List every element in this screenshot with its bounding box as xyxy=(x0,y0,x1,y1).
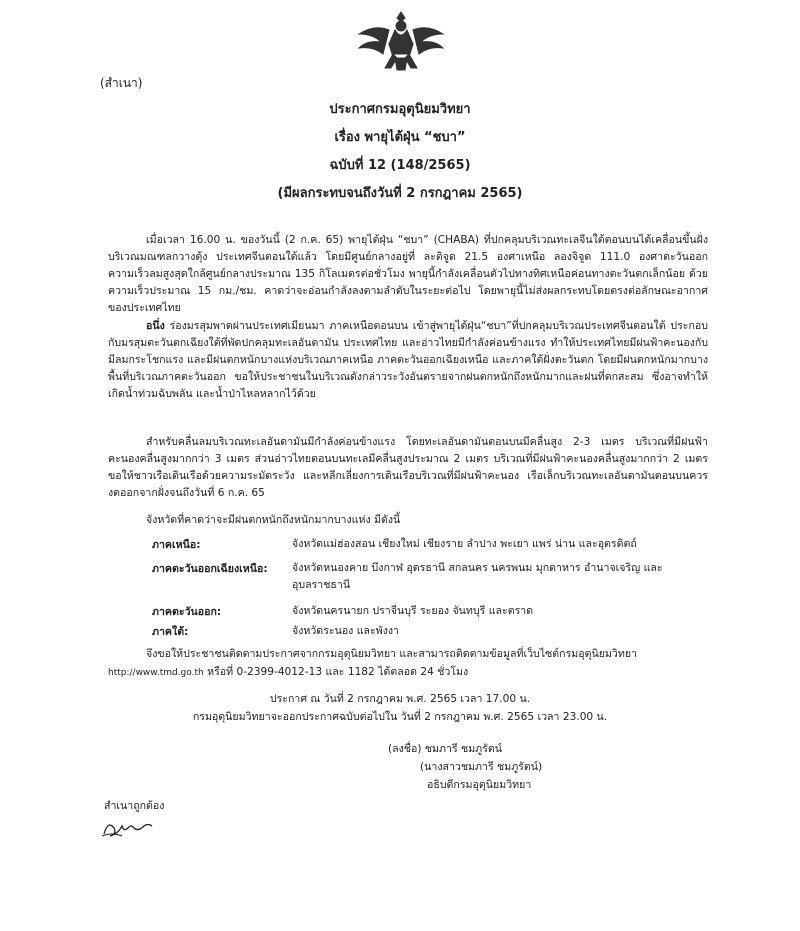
next-announcement: กรมอุตุนิยมวิทยาจะออกประกาศฉบับต่อไปใน วันที่ 2 กรกฎาคม พ.ศ. 2565 เวลา 23.00 น. xyxy=(192,711,608,723)
region-south-provinces: จังหวัดระนอง และพังงา xyxy=(292,625,400,637)
handwritten-signature-icon xyxy=(100,816,170,840)
region-northeast-provinces: จังหวัดหนองคาย บึงกาฬ อุดรธานี สกลนคร นครพนม มุกดาหาร อำนาจเจริญ และอุบลราชธานี xyxy=(292,562,663,591)
region-south-label: ภาคใต้: xyxy=(152,626,189,638)
follow-instructions: จึงขอให้ประชาชนติดตามประกาศจากกรมอุตุนิยมวิทยา และสามารถติดตามข้อมูลที่เว็บไซต์กรมอุตุนิยมวิทยา xyxy=(146,648,638,660)
signed-line: (ลงชื่อ) ชมภารี ชมภูรัตน์ xyxy=(388,743,502,755)
paragraph-monsoon xyxy=(108,318,708,403)
region-east-provinces: จังหวัดนครนายก ปราจีนบุรี ระยอง จันทบุรี และตราด xyxy=(292,605,534,617)
phone-info: หรือที่ 0-2399-4012-13 และ 1182 ได้ตลอด 24 ชั่วโมง xyxy=(203,666,469,678)
region-north-label: ภาคเหนือ: xyxy=(152,539,201,551)
signatory-name: (นางสาวชมภารี ชมภูรัตน์) xyxy=(420,761,543,773)
garuda-emblem-icon xyxy=(355,8,447,78)
region-east-label: ภาคตะวันออก: xyxy=(152,606,222,618)
announcement-issue: ฉบับที่ 12 (148/2565) xyxy=(329,158,471,173)
announcement-title: ประกาศกรมอุตุนิยมวิทยา xyxy=(329,102,471,117)
announcement-effective-date: (มีผลกระทบจนถึงวันที่ 2 กรกฎาคม 2565) xyxy=(277,186,523,201)
paragraph-waves: สำหรับคลื่นลมบริเวณทะเลอันดามันมีกำลังค่อนข้างแรง โดยทะเลอันดามันตอนบนมีคลื่นสูง 2-3 เมตร บริเวณที่มีฝนฟ้าคะนองคลื่นสูงมากกว่า 3 เมตร ส่วนอ่าวไทยตอนบนทะเลมีคลื่นสูงประมาณ 2 เมตร บริเวณที่มีฝนฟ้าคะนองคลื่นสูงมากกว่า 2 เมตร ขอให้ชาวเรือเดินเรือด้วยความระมัดระวัง และหลีกเลี่ยงการเดินเรือบริเวณที่มีฝนฟ้าคะนอง เรือเล็กบริเวณทะเลอันดามันตอนบนควรงดออกจากฝั่งจนถึงวันที่ 6 ก.ค. 65 xyxy=(108,436,708,499)
announced-datetime: ประกาศ ณ วันที่ 2 กรกฎาคม พ.ศ. 2565 เวลา 17.00 น. xyxy=(269,693,531,705)
announcement-subject: เรื่อง พายุไต้ฝุ่น “ชบา” xyxy=(334,130,466,145)
paragraph-monsoon-text: ร่องมรสุมพาดผ่านประเทศเมียนมา ภาคเหนือตอนบน เข้าสู่พายุไต้ฝุ่น“ชบา”ที่ปกคลุมบริเวณประเทศจีนตอนใต้ ประกอบกับมรสุมตะวันตกเฉียงใต้ที่พัดปกคลุมทะเลอันดามัน ประเทศไทย และอ่าวไทยมีกำลังค่อนข้างแรง ทำให้ประเทศไทยมีฝนฟ้าคะนองกับมีลมกระโชกแรง และมีฝนตกหนักบางแห่งบริเวณภาคเหนือ ภาคตะวันออกเฉียงเหนือ และภาคใต้ฝั่งตะวันตก โดยมีฝนตกหนักมากบางพื้นที่บริเวณภาคตะวันออก ขอให้ประชาชนในบริเวณดังกล่าวระวังอันตรายจากฝนตกหนักถึงหนักมากและฝนที่ตกสะสม ซึ่งอาจทำให้เกิดน้ำท่วมฉับพลัน และน้ำป่าไหลหลากไว้ด้วย xyxy=(108,320,708,400)
copy-label: (สำเนา) xyxy=(100,76,143,90)
signatory-position: อธิบดีกรมอุตุนิยมวิทยา xyxy=(427,779,532,791)
region-north-provinces: จังหวัดแม่ฮ่องสอน เชียงใหม่ เชียงราย ลำปาง พะเยา แพร่ น่าน และอุตรดิตถ์ xyxy=(292,538,637,550)
paragraph-provinces-intro: จังหวัดที่คาดว่าจะมีฝนตกหนักถึงหนักมากบางแห่ง มีดังนี้ xyxy=(146,514,401,526)
region-northeast-label: ภาคตะวันออกเฉียงเหนือ: xyxy=(152,563,268,575)
paragraph-monsoon-lead: อนึ่ง xyxy=(146,320,165,332)
website-link[interactable]: http://www.tmd.go.th xyxy=(108,668,204,678)
contact-line xyxy=(108,664,708,682)
paragraph-storm-status: เมื่อเวลา 16.00 น. ของวันนี้ (2 ก.ค. 65) พายุไต้ฝุ่น “ชบา” (CHABA) ที่ปกคลุมบริเวณทะเลจีนใต้ตอนบนได้เคลื่อนขึ้นฝั่งบริเวณมณฑลกวางตุ้ง ประเทศจีนตอนใต้แล้ว โดยมีศูนย์กลางอยู่ที่ ละติจูด 21.5 องศาเหนือ ลองจิจูด 111.0 องศาตะวันออก ความเร็วลมสูงสุดใกล้ศูนย์กลางประมาณ 135 กิโลเมตรต่อชั่วโมง พายุนี้กำลังเคลื่อนตัวไปทางทิศเหนือค่อนทางตะวันตกเล็กน้อย ด้วยความเร็วประมาณ 15 กม./ชม. คาดว่าจะอ่อนกำลังลงตามลำดับในระยะต่อไป โดยพายุนี้ไม่ส่งผลกระทบโดยตรงต่อลักษณะอากาศของประเทศไทย xyxy=(108,234,708,314)
certified-copy-label: สำเนาถูกต้อง xyxy=(104,800,165,812)
